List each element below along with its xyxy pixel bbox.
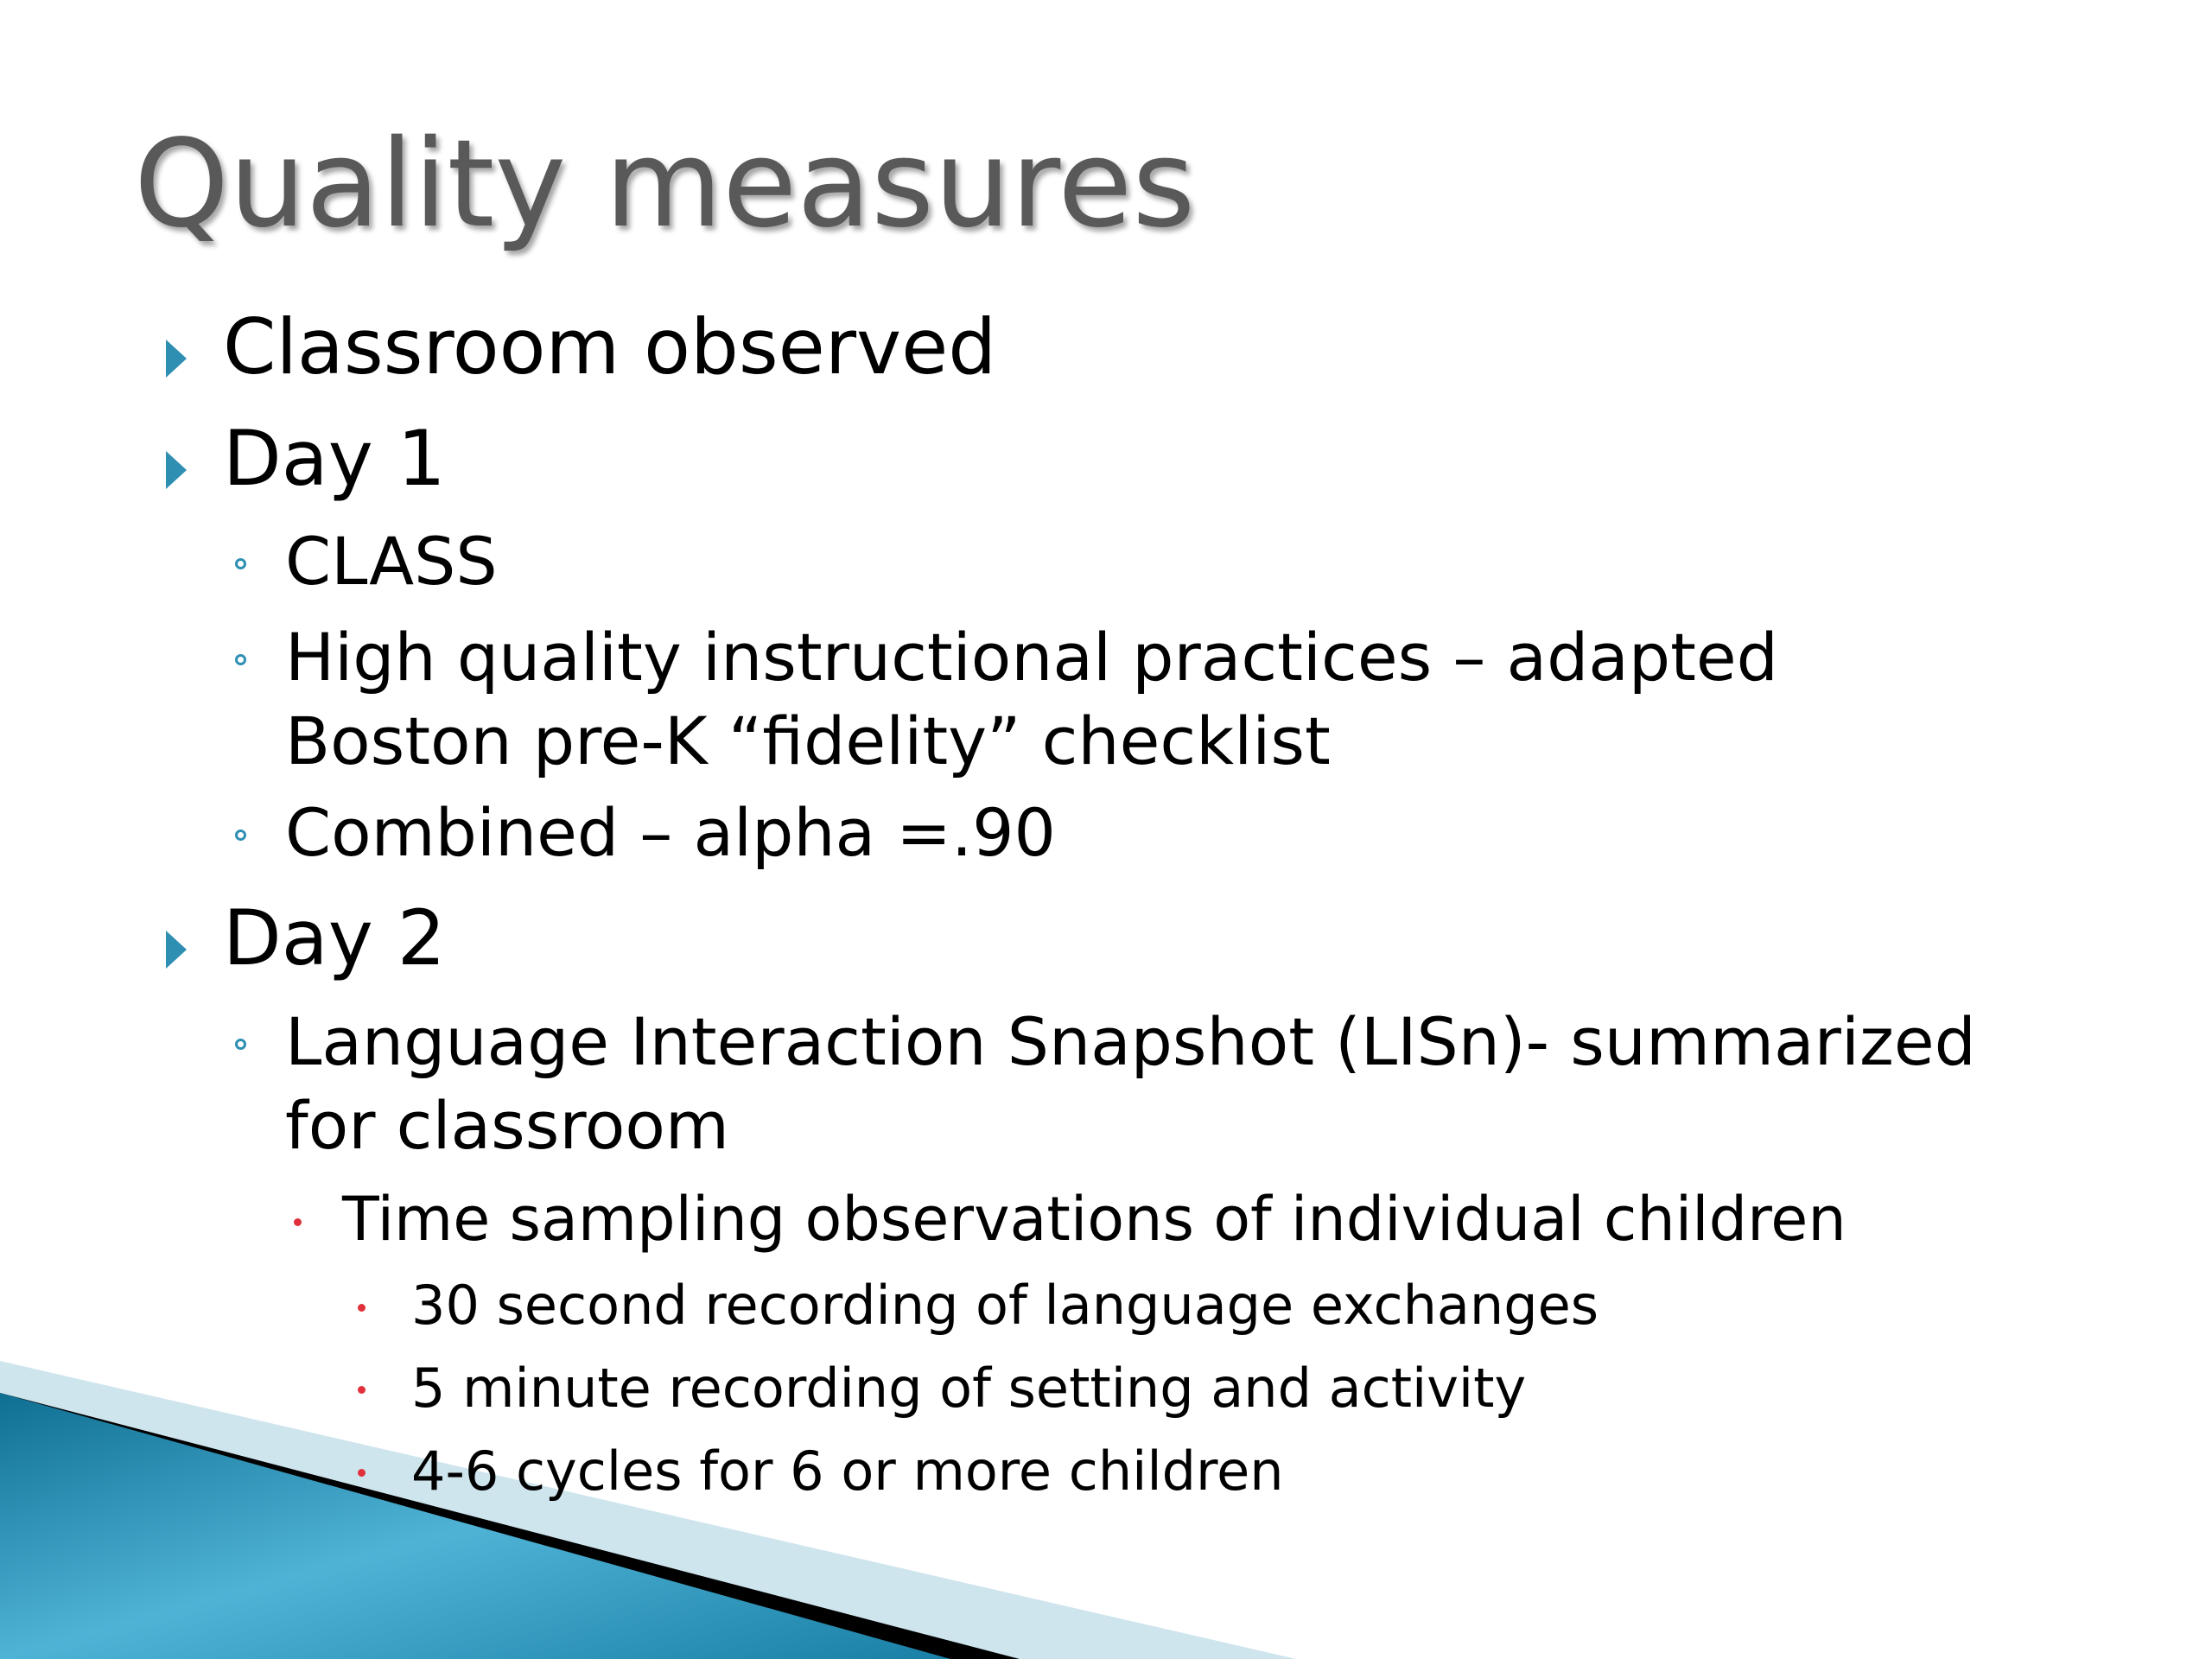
bullet-text: Language Interaction Snapshot (LISn)- summarized <box>285 1003 1976 1080</box>
ring-bullet-icon <box>235 1039 246 1050</box>
ring-bullet-icon <box>235 558 246 569</box>
bullet-text: Combined – alpha =.90 <box>285 794 1056 871</box>
slide-title: Quality measures <box>134 114 1196 255</box>
ring-bullet-icon <box>235 830 246 841</box>
bullet-text: Day 2 <box>223 893 446 982</box>
bullet-text: CLASS <box>285 523 498 600</box>
ring-bullet-icon <box>235 654 246 665</box>
bullet-text-continuation: for classroom <box>285 1087 729 1164</box>
dot-bullet-icon <box>358 1469 365 1477</box>
dot-bullet-icon <box>294 1218 302 1226</box>
dot-bullet-icon <box>358 1386 365 1394</box>
triangle-bullet-icon <box>166 931 187 969</box>
triangle-bullet-icon <box>166 451 187 489</box>
triangle-bullet-icon <box>166 340 187 378</box>
bullet-text: 30 second recording of language exchanges <box>411 1274 1599 1337</box>
bullet-text: 4-6 cycles for 6 or more children <box>411 1440 1284 1503</box>
bullet-text: Classroom observed <box>223 302 997 391</box>
bullet-text: High quality instructional practices – adapted <box>285 619 1778 696</box>
dot-bullet-icon <box>358 1304 365 1312</box>
bullet-text-continuation: Boston pre-K “fidelity” checklist <box>285 702 1331 779</box>
bullet-text: Time sampling observations of individual children <box>342 1184 1847 1255</box>
bullet-text: Day 1 <box>223 414 446 503</box>
bullet-text: 5 minute recording of setting and activity <box>411 1357 1527 1420</box>
